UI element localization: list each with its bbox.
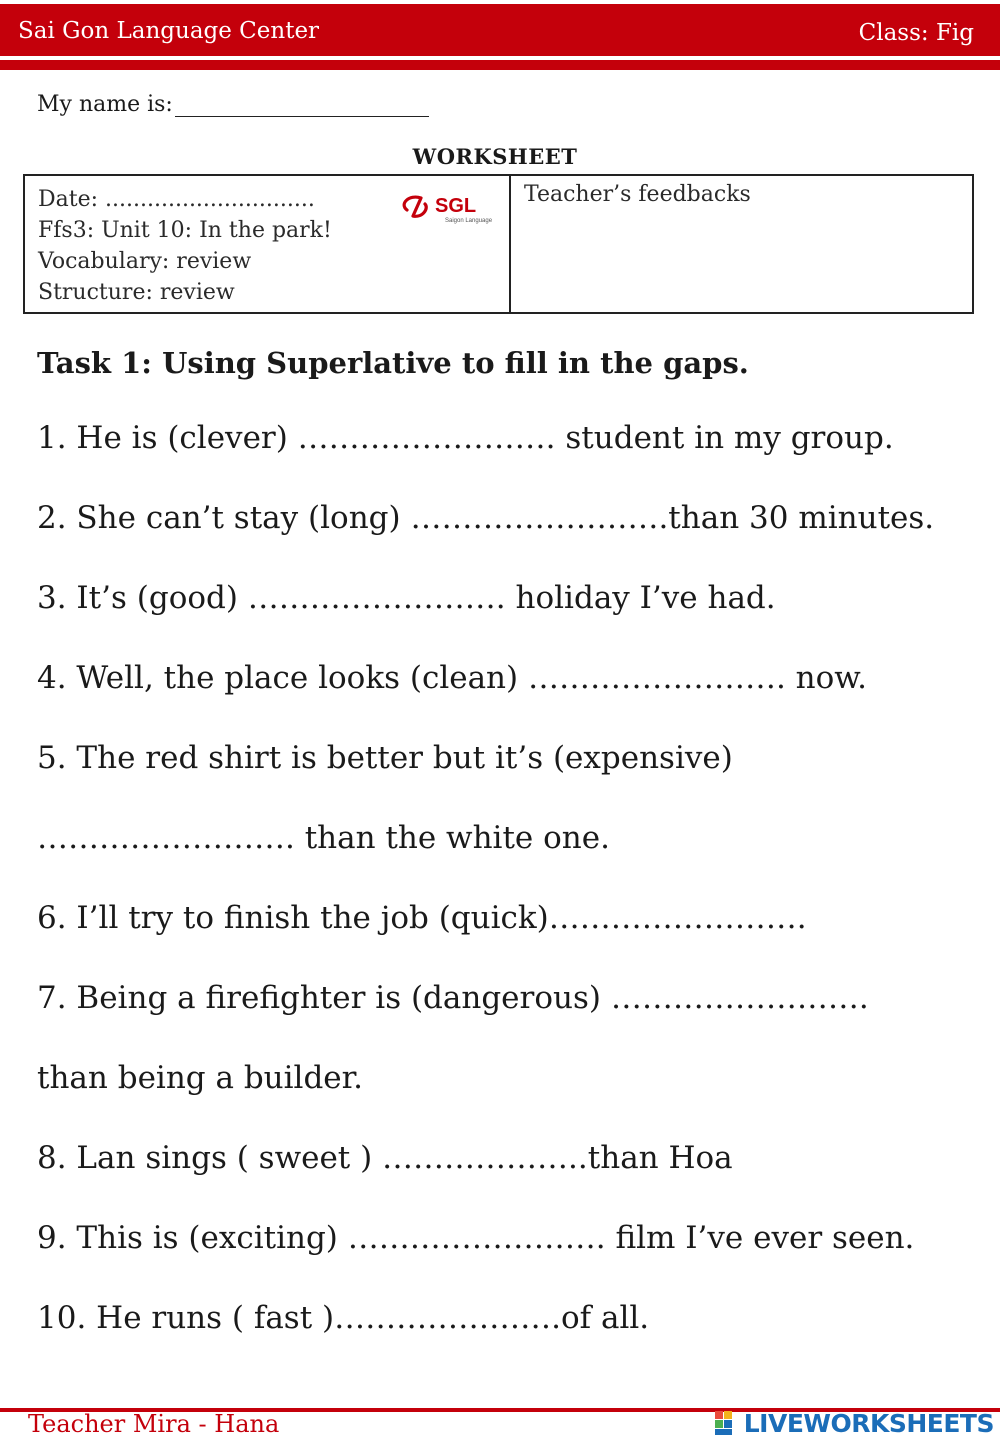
header-bar: [0, 4, 1000, 56]
header-rule: [0, 60, 1000, 70]
sgl-logo: [399, 190, 499, 226]
liveworksheets-watermark: [714, 1406, 994, 1440]
question-line[interactable]: 9. This is (exciting) ……………………. film I’ve ever seen.: [37, 1220, 915, 1256]
date-line: Date: ..............................: [38, 187, 315, 212]
watermark-text: LIVEWORKSHEETS: [743, 1408, 994, 1438]
question-line[interactable]: 1. He is (clever) ……………………. student in my group.: [37, 420, 894, 456]
worksheet-title: WORKSHEET: [412, 144, 578, 169]
question-line[interactable]: 7. Being a firefighter is (dangerous) …………………….: [37, 980, 869, 1016]
teacher-name: Teacher Mira - Hana: [28, 1410, 280, 1438]
name-input-line[interactable]: [175, 96, 429, 117]
teacher-feedback: [511, 176, 972, 312]
class-label: Class: Fig: [858, 20, 974, 46]
name-label: My name is:: [37, 92, 173, 117]
feedback-label: Teacher’s feedbacks: [524, 182, 751, 207]
question-line: 5. The red shirt is better but it’s (expensive): [37, 740, 733, 776]
question-line[interactable]: 4. Well, the place looks (clean) ……………………. now.: [37, 660, 868, 696]
info-box: [23, 174, 974, 314]
logo-subtext: Saigon Language: [445, 218, 493, 224]
structure-line: Structure: review: [38, 280, 235, 305]
question-line[interactable]: 8. Lan sings ( sweet ) ………………..than Hoa: [37, 1140, 733, 1176]
question-line[interactable]: 10. He runs ( fast )………………….of all.: [37, 1300, 650, 1336]
logo-text: SGL: [435, 195, 477, 217]
question-line[interactable]: 6. I’ll try to finish the job (quick)…………………….: [37, 900, 807, 936]
task-title: Task 1: Using Superlative to fill in the gaps.: [37, 346, 749, 380]
center-name: Sai Gon Language Center: [18, 18, 320, 44]
vocabulary-line: Vocabulary: review: [38, 249, 252, 274]
liveworksheets-logo-icon: [714, 1409, 742, 1437]
question-line[interactable]: 3. It’s (good) ……………………. holiday I’ve had.: [37, 580, 776, 616]
name-row: [37, 92, 429, 117]
question-line[interactable]: ……………………. than the white one.: [37, 820, 610, 856]
question-line: than being a builder.: [37, 1060, 363, 1096]
unit-line: Ffs3: Unit 10: In the park!: [38, 218, 332, 243]
question-line[interactable]: 2. She can’t stay (long) …………………….than 30 minutes.: [37, 500, 935, 536]
info-details: [25, 176, 511, 312]
